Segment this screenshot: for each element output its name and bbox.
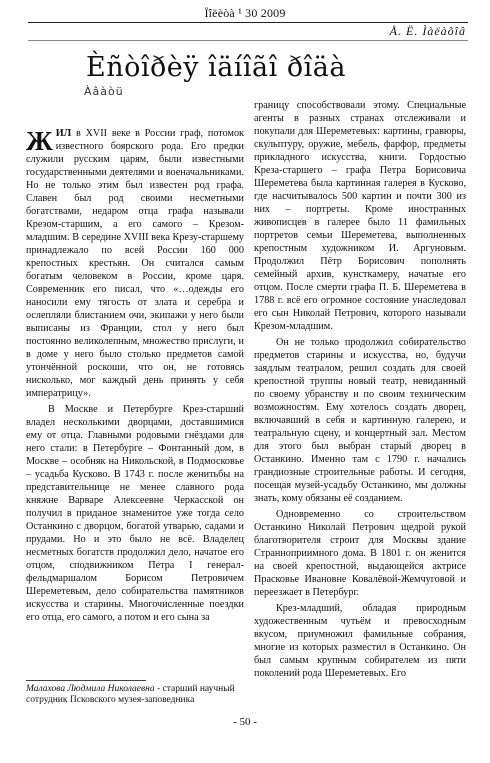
paragraph: границу способствовали этому. Специальные агенты в разных странах отслеживали и покупали для Шереметевых: картины, гравюры, скульптуру, оружие, мебель, фарфор, предметы прикладного искусства, книги. Гордостью Креза-старшего – графа Петра Борисовича Шереметева была картинная галерея в Кусково, где насчитывалось 500 картин и почти 300 из них – портреты. Кроме иностранных живописцев в галерее было 11 фамильных портретов семьи Шереметева, выполненных крепостным художником И. Аргуновым. Продолжил Пётр Борисович пополнять семейный архив, кунсткамеру, начатые его отцом. После смерти графа П. Б. Шереметева в 1788 г. всё его огромное состояние унаследовал его сын Николай Петрович, которого называли Крезом-младшим. [254,100,466,332]
footnote-text: - старший научный сотрудник Псковского музея-заповедника [26,684,235,705]
footnote-author-name: Малахова Людмила Николаевна [26,684,155,694]
footnote [26,684,254,706]
paragraph: В Москве и Петербурге Крез-старший владел несколькими дворцами, доставшимися ему от отца. Главными родовыми гнёздами для него стали: в Петербурге – Фонтанный дом, в Москве – особняк на Никольской, в Подмосковье – усадьба Кусково. В 1743 г. после женитьбы на представительнице не менее славного рода княжне Варваре Алексеевне Черкасской он получил в приданое знаменитое уже тогда село Останкино с дворцом, богатой утварью, садами и прудами. Но и это было не всё. Владелец несметных богатств продолжил дело, начатое его отцом, сподвижником Петра I генерал-фельдмаршалом Борисом Петровичем Шереметевым, дело собирательства памятников искусства и старины. Многочисленные поездки его отца, его самого, а потом и его сына за [26,404,244,623]
right-column [254,99,466,699]
paragraph [26,127,244,400]
paragraph: Одновременно со строительством Останкино Николай Петрович щедрой рукой благотворителя строит для Москвы здание Странноприимного дома. В 1801 г. он женится на своей крепостной, выдающейся актрисе Прасковье Ивановне Ковалёвой-Жемчуговой и переезжает в Петербург. [254,509,466,598]
paragraph: Он не только продолжил собирательство предметов старины и искусства, но, будучи заядлым театралом, решил создать для своей крепостной труппы новый театр, невиданный по своему убранству и по своим техническим возможностям. Ему хотелось создать дворец, включавший в себя и картинную галерею, и театральную сцену, и концертный зал. Местом для этого был выбран старый дворец в Останкино. Именно там с 1790 г. начались грандиозные строительные работы. И сегодня, посещая музей-усадьбу Останкино, мы должны знать, кому обязаны её созданием. [254,337,466,504]
page-number: - 50 - [233,716,257,728]
article-title: Èñòîðèÿ îäíîãî ðîäà [86,52,346,83]
header-author: Å. Ë. Ìàëàõîâ [389,24,466,38]
paragraph-text: в XVII веке в России граф, потомок известного боярского рода. Его предки служили русским царям, были известными государственными деятелями и военачальниками. Но не только этим был известен род графа. Славен был род своими несметными богатствами, недаром отца графа называли Крезом-старшим, а его самого – Крезом-младшим. В середине XVIII века Крезу-старшему принадлежало по всей России 160 000 крепостных крестьян. Он считался самым богатым человеком в России, кроме царя. Современник его писал, что «…одежды его наносили ему тягость от злата и серебра и ослепляли блистанием очи, экипажи у него были выписаны из Франции, стол у него был постоянно великолепным, множество прислуги, и в доме у него было столько предметов самой утончённой роскоши, что он, не готовясь нисколько, мог каждый день принять у себя императрицу». [26,128,244,399]
header-rule [28,22,468,23]
header-rule-secondary [28,40,468,41]
drop-cap: Ж [26,127,53,156]
left-column [26,127,244,763]
paragraph: Крез-младший, обладая природным художественным чутьём и превосходным вкусом, приумножил фамильные собрания, многие из которых разместил в Останкино. Он был самым крупным собирателем из пяти поколений рода Шереметевых. Его [254,603,466,679]
lead-in: ИЛ [55,128,72,139]
header-issue: Ïîëèòà ¹ 30 2009 [204,6,286,20]
footnote-rule [26,680,146,681]
article-subtitle: Àâàòü [84,85,124,98]
